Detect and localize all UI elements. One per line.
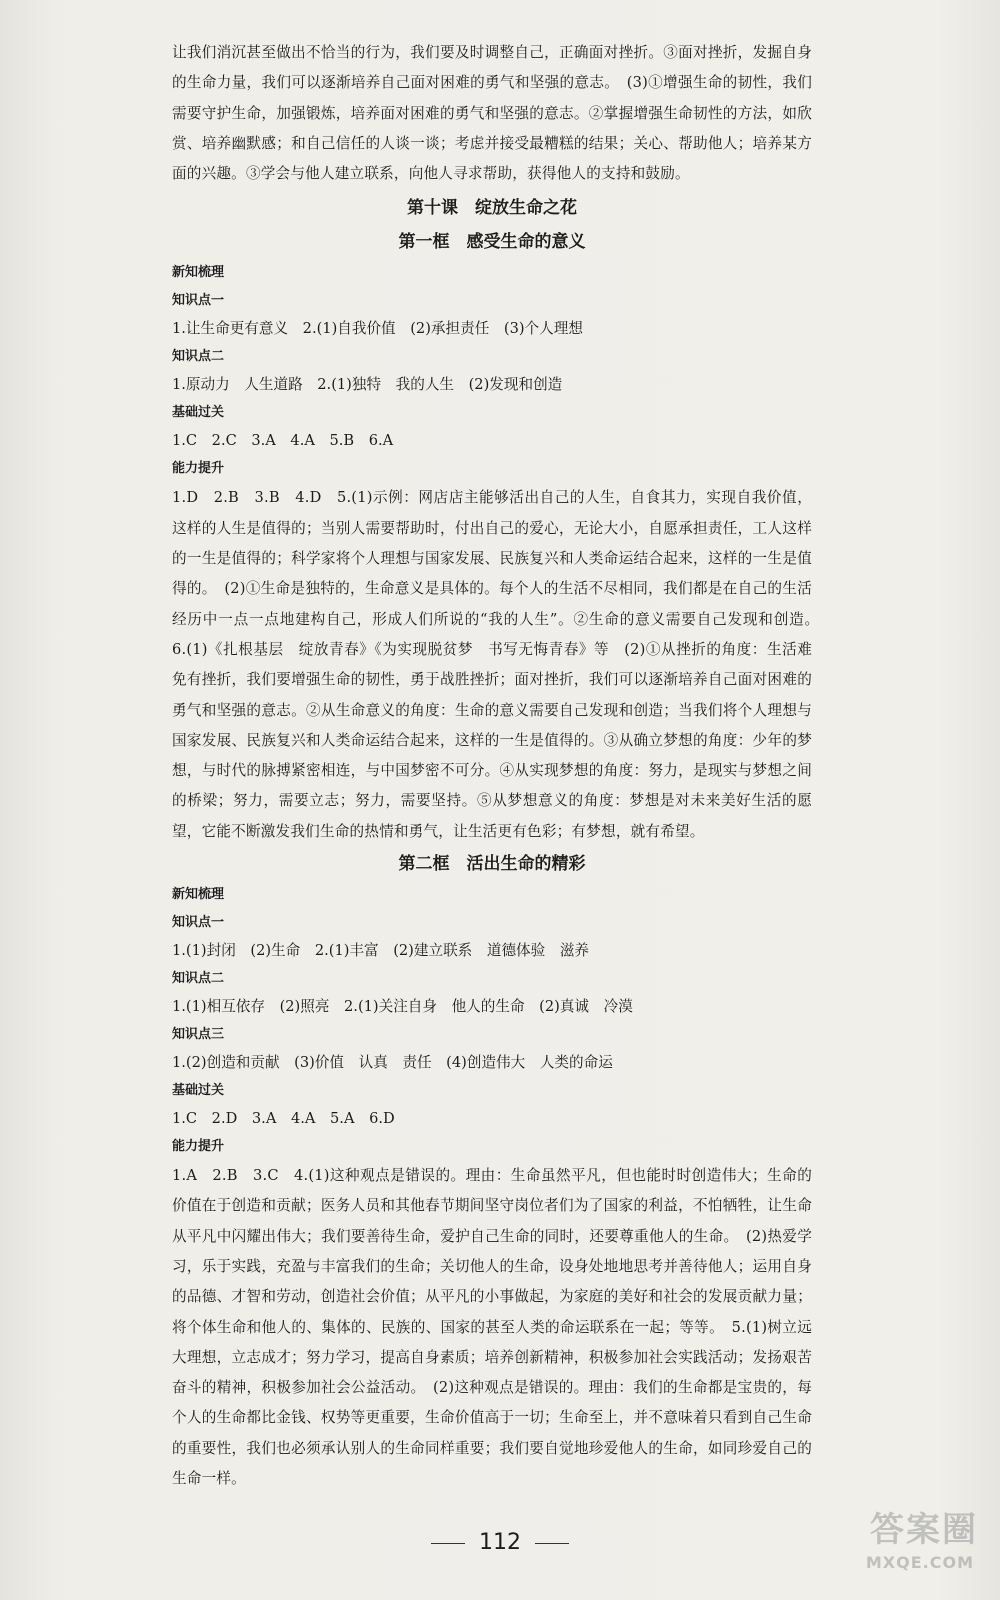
frame1-xinzhi-label: 新知梳理 xyxy=(172,265,225,281)
page-content xyxy=(172,38,827,1494)
frame2-k1-label: 知识点一 xyxy=(172,915,225,931)
frame1-k1-answers: 1.让生命更有意义 2.(1)自我价值 (2)承担责任 (3)个人理想 xyxy=(172,320,583,338)
frame2-xinzhi-label: 新知梳理 xyxy=(172,887,225,903)
page-number-dash-left xyxy=(431,1543,465,1544)
page-number-dash-right xyxy=(535,1543,569,1544)
frame1-section xyxy=(172,259,827,847)
watermark xyxy=(788,1502,978,1572)
page-number-value: 112 xyxy=(479,1530,521,1555)
frame2-title: 第二框 活出生命的精彩 xyxy=(398,854,586,875)
frame2-section xyxy=(172,881,812,1494)
frame1-nengli-label: 能力提升 xyxy=(172,461,225,477)
frame2-k3-label: 知识点三 xyxy=(172,1027,225,1043)
frame1-k2-label: 知识点二 xyxy=(172,349,225,365)
frame1-k2-answers: 1.原动力 人生道路 2.(1)独特 我的人生 (2)发现和创造 xyxy=(172,376,563,394)
frame1-jichu-answers: 1.C 2.C 3.A 4.A 5.B 6.A xyxy=(172,432,394,450)
frame2-k2-label: 知识点二 xyxy=(172,971,225,987)
frame2-k2-answers: 1.(1)相互依存 (2)照亮 2.(1)关注自身 他人的生命 (2)真诚 冷漠 xyxy=(172,998,633,1016)
frame2-k3-answers: 1.(2)创造和贡献 (3)价值 认真 责任 (4)创造伟大 人类的命运 xyxy=(172,1054,613,1072)
intro-paragraph: 让我们消沉甚至做出不恰当的行为，我们要及时调整自己，正确面对挫折。③面对挫折，发掘自身的生命力量，我们可以逐渐培养自己面对困难的勇气和坚强的意志。 (3)①增强生命的韧性，我们需要守护生命，加强锻炼，培养面对困难的勇气和坚强的意志。②掌握增强生命韧性的方法，如欣赏、培养幽默感；和自己信任的人谈一谈；考虑并接受最糟糕的结果；关心、帮助他人；培养某方面的兴趣。③学会与他人建立联系，向他人寻求帮助，获得他人的支持和鼓励。 xyxy=(172,44,812,183)
watermark-logo: 答案圈 xyxy=(870,1510,978,1550)
frame1-k1-label: 知识点一 xyxy=(172,293,225,309)
frame2-nengli-text: 1.A 2.B 3.C 4.(1)这种观点是错误的。理由：生命虽然平凡，但也能时时创造伟大；生命的价值在于创造和贡献；医务人员和其他春节期间坚守岗位者们为了国家的利益，不怕牺牲，让生命从平凡中闪耀出伟大；我们要善待生命，爱护自己生命的同时，还要尊重他人的生命。 (2)热爱学习，乐于实践，充盈与丰富我们的生命；关切他人的生命，设身处地地思考并善待他人；运用自身的品德、才智和劳动，创造社会价值；从平凡的小事做起，为家庭的美好和社会的发展贡献力量；将个体生命和他人的、集体的、民族的、国家的甚至人类的命运联系在一起；等等。 5.(1)树立远大理想，立志成才；努力学习，提高自身素质；培养创新精神，积极参加社会实践活动；发扬艰苦奋斗的精神，积极参加社会公益活动。 (2)这种观点是错误的。理由：我们的生命都是宝贵的，每个人的生命都比金钱、权势等更重要，生命价值高于一切；生命至上，并不意味着只看到自己生命的重要性，我们也必须承认别人的生命同样重要；我们要自觉地珍爱他人的生命，如同珍爱自己的生命一样。 xyxy=(172,1167,812,1488)
frame1-jichu-label: 基础过关 xyxy=(172,405,225,421)
frame2-nengli-label: 能力提升 xyxy=(172,1139,225,1155)
frame1-nengli-text: 1.D 2.B 3.B 4.D 5.(1)示例：网店店主能够活出自己的人生，自食其力，实现自我价值，这样的人生是值得的；当别人需要帮助时，付出自己的爱心，无论大小，自愿承担责任，工人这样的一生是值得的；科学家将个人理想与国家发展、民族复兴和人类命运结合起来，这样的一生是值得的。 (2)①生命是独特的，生命意义是具体的。每个人的生活不尽相同，我们都是在自己的生活经历中一点一点地建构自己，形成人们所说的“我的人生”。②生命的意义需要自己发现和创造。 6.(1)《扎根基层 绽放青春》《为实现脱贫梦 书写无悔青春》等 (2)①从挫折的角度：生活难免有挫折，我们要增强生命的韧性，勇于战胜挫折；面对挫折，我们可以逐渐培养自己面对困难的勇气和坚强的意志。②从生命意义的角度：生命的意义需要自己发现和创造；当我们将个人理想与国家发展、民族复兴和人类命运结合起来，这样的一生是值得的。③从确立梦想的角度：少年的梦想，与时代的脉搏紧密相连，与中国梦密不可分。④从实现梦想的角度：努力，是现实与梦想之间的桥梁；努力，需要立志；努力，需要坚持。⑤从梦想意义的角度：梦想是对未来美好生活的愿望，它能不断激发我们生命的热情和勇气，让生活更有色彩；有梦想，就有希望。 xyxy=(172,489,827,840)
lesson-title: 第十课 绽放生命之花 xyxy=(407,198,577,219)
frame1-title: 第一框 感受生命的意义 xyxy=(398,232,586,253)
frame2-jichu-label: 基础过关 xyxy=(172,1083,225,1099)
frame2-k1-answers: 1.(1)封闭 (2)生命 2.(1)丰富 (2)建立联系 道德体验 滋养 xyxy=(172,942,590,960)
watermark-site: MXQE.COM xyxy=(865,1553,974,1572)
frame2-jichu-answers: 1.C 2.D 3.A 4.A 5.A 6.D xyxy=(172,1110,395,1128)
